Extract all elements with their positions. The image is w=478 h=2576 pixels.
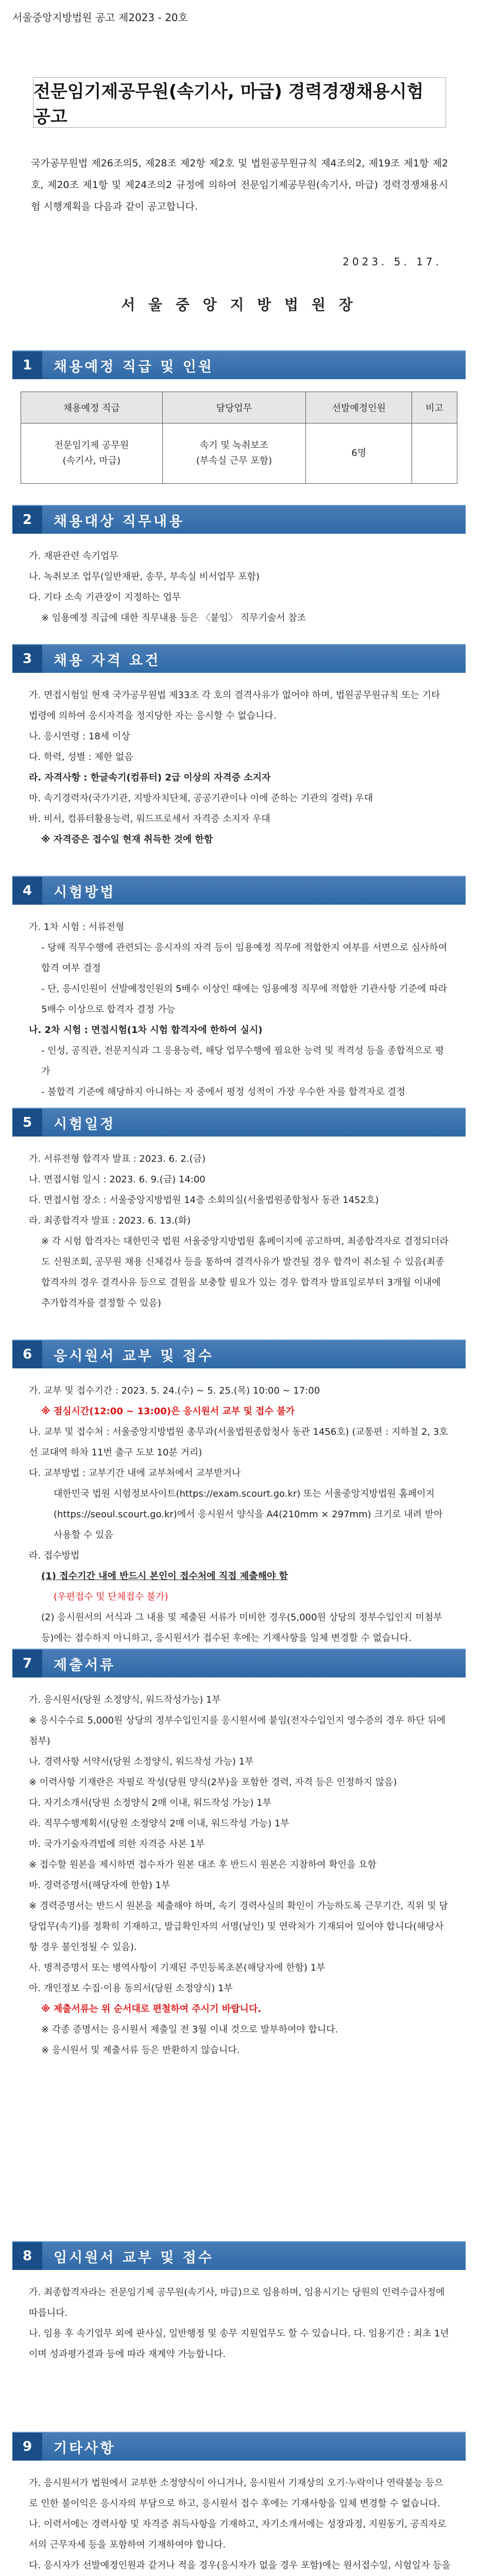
list-item: 나. 면접시험 일시 : 2023. 6. 9.(금) 14:00: [29, 1174, 206, 1185]
section-number: 5: [12, 1109, 42, 1137]
list-item: 다. 학력, 성별 : 제한 없음: [29, 752, 133, 762]
cell-duty-sub: (부속실 근무 포함): [196, 455, 272, 466]
positions-table: [21, 392, 457, 484]
list-item: 라. 최종합격자 발표 : 2023. 6. 13.(화): [29, 1215, 191, 1226]
section-number: 8: [12, 2242, 42, 2270]
section-number: 2: [12, 506, 42, 534]
section-8-body: [29, 2282, 451, 2365]
cell-grade-sub: (속기사, 마급): [62, 455, 121, 466]
section-number: 1: [12, 351, 42, 379]
list-item: 가. 면접시험일 현재 국가공무원법 제33조 각 호의 결격사유가 없어야 하며, 법원공무원규칙 또는 기타 법령에 의하여 응시자격을 정지당한 자는 응시할 수 없습니다.: [29, 690, 440, 721]
announcement-date: 2023. 5. 17.: [343, 256, 442, 268]
list-item: (1) 접수기간 내에 반드시 본인이 접수처에 직접 제출해야 함: [41, 1571, 288, 1582]
list-item: - 인성, 공직관, 전문지식과 그 응용능력, 해당 업무수행에 필요한 능력 및 적격성 등을 종합적으로 평가: [41, 1045, 444, 1077]
list-item: (2) 응시원서의 서식과 그 내용 및 제출된 서류가 미비한 경우(5,000원 상당의 정부수입인지 미첨부 등)에는 접수하지 아니하고, 응시원서가 접수된 후에는 기재사항을 일체 변경할 수 없습니다.: [41, 1612, 442, 1643]
list-item: 나. 임용 후 속기업무 외에 판사실, 일반행정 및 송무 지원업무도 할 수 있습니다. 다. 임용기간 : 최초 1년이며 성과평가결과 등에 따라 재계약 가능합니다.: [29, 2328, 449, 2360]
section-header-6: [12, 1340, 466, 1368]
list-item: (우편접수 및 단체접수 불가): [54, 1591, 168, 1602]
issuer-name: 서 울 중 앙 지 방 법 원 장: [121, 296, 357, 313]
list-item: 라. 직무수행계획서(당원 소정양식 2매 이내, 워드작성 가능) 1부: [29, 1818, 289, 1829]
section-title: 기타사항: [54, 2440, 116, 2456]
section-4-body: [29, 917, 451, 1103]
list-item: 가. 1차 시험 : 서류전형: [29, 922, 125, 933]
section-number: 6: [12, 1341, 42, 1368]
section-5-body: [29, 1149, 451, 1314]
list-item: 나. 이력서에는 경력사항 및 자격증 취득사항을 기재하고, 자기소개서에는 성장과정, 지원동기, 공직자로서의 근무자세 등을 포함하여 기재하여야 합니다.: [29, 2519, 447, 2550]
section-number: 7: [12, 1650, 42, 1677]
list-item: 바. 비서, 컴퓨터활용능력, 워드프로세서 자격증 소지자 우대: [29, 814, 270, 824]
section-header-4: [12, 876, 466, 905]
list-item: 마. 국가기술자격법에 의한 자격증 사본 1부: [29, 1839, 205, 1850]
section-header-9: [12, 2432, 466, 2461]
list-item: 사. 병적증명서 또는 병역사항이 기재된 주민등록초본(해당자에 한함) 1부: [29, 1962, 326, 1973]
list-item: - 불합격 기준에 해당하지 아니하는 자 중에서 평정 성적이 가장 우수한 자를 합격자로 결정: [41, 1087, 405, 1097]
intro-paragraph: 국가공무원법 제26조의5, 제28조 제2항 제2호 및 법원공무원규칙 제4조의2, 제19조 제1항 제2호, 제20조 제1항 및 제24조의2 규정에 의하여 전문임기제공무원(속기사, 마급) 경력경쟁채용시험 시행계획을 다음과 같이 공고합니다.: [31, 158, 448, 212]
list-item: 다. 응시자가 선발예정인원과 같거나 적을 경우(응시자가 없을 경우 포함)에는 원서접수일, 시험일자 등을: [29, 2560, 451, 2571]
section-7-body: [29, 1690, 451, 2061]
list-item: 가. 교부 및 접수기간 : 2023. 5. 24.(수) ~ 5. 25.(목) 10:00 ~ 17:00: [29, 1385, 320, 1396]
list-item: 아. 개인정보 수집·이용 동의서(당원 소정양식) 1부: [29, 1983, 233, 1994]
table-header: 채용예정 직급: [21, 392, 163, 423]
table-header: 비고: [412, 392, 457, 423]
section-number: 9: [12, 2433, 42, 2461]
list-item: 나. 경력사항 서약서(당원 소정양식, 워드작성 가능) 1부: [29, 1756, 254, 1767]
table-row: [21, 423, 457, 484]
table-header: 선발예정인원: [306, 392, 412, 423]
list-item: ※ 자격증은 접수일 현재 취득한 것에 한함: [41, 834, 213, 845]
page-title: 전문임기제공무원(속기사, 마급) 경력경쟁채용시험 공고: [33, 81, 424, 127]
list-item: ※ 응시원서 및 제출서류 등은 반환하지 않습니다.: [41, 2045, 240, 2056]
list-item: 다. 교부방법 : 교부기간 내에 교부처에서 교부받거나: [29, 1468, 241, 1479]
section-6-body: [29, 1381, 451, 1649]
table-cell: [162, 423, 306, 484]
list-item: 나. 2차 시험 : 면접시험(1차 시험 합격자에 한하여 실시): [29, 1025, 263, 1036]
list-item: ※ 제출서류는 위 순서대로 편철하여 주시기 바랍니다.: [41, 2004, 262, 2014]
list-item: ※ 응시수수료 5,000원 상당의 정부수입인지를 응시원서에 붙임(전자수입인지 영수증의 경우 하단 뒤에 첨부): [29, 1715, 446, 1747]
section-header-8: [12, 2241, 466, 2270]
section-3-body: [29, 685, 451, 850]
list-item: ※ 접수할 원본을 제시하면 접수자가 원본 대조 후 반드시 원본은 지참하여 확인을 요함: [29, 1859, 377, 1870]
section-header-1: [12, 350, 466, 379]
list-item: 마. 속기경력자(국가기관, 지방자치단체, 공공기관이나 이에 준하는 기관의 경력) 우대: [29, 793, 373, 804]
list-item: 라. 자격사항 : 한글속기(컴퓨터) 2급 이상의 자격증 소지자: [29, 772, 271, 783]
table-cell: 6명: [306, 423, 412, 484]
section-header-2: [12, 505, 466, 534]
list-item: - 당해 직무수행에 관련되는 응시자의 자격 등이 임용예정 직무에 적합한지 여부를 서면으로 심사하여 합격 여부 결정: [41, 942, 448, 974]
list-item: 다. 기타 소속 기관장이 지정하는 업무: [29, 592, 181, 603]
list-item: 나. 녹취보조 업무(일반재판, 송무, 부속실 비서업무 포함): [29, 571, 260, 582]
section-title: 시험방법: [54, 884, 116, 901]
cell-duty: 속기 및 녹취보조: [199, 440, 268, 451]
section-title: 채용 자격 요건: [54, 652, 161, 669]
list-item: 대한민국 법원 시험정보사이트(https://exam.scourt.go.kr) 또는 서울중앙지방법원 홈페이지(https://seoul.scourt.go.kr)에서 응시원서 양식을 A4(210mm × 297mm) 크기로 내려 받아 사용할 수 있음: [54, 1488, 443, 1540]
section-title: 시험일정: [54, 1116, 116, 1132]
cell-grade: 전문임기제 공무원: [54, 440, 129, 451]
list-item: 라. 접수방법: [29, 1550, 80, 1561]
title-box: [33, 77, 446, 128]
list-item: 다. 자기소개서(당원 소정양식 2매 이내, 워드작성 가능) 1부: [29, 1798, 271, 1808]
section-header-3: [12, 644, 466, 673]
section-title: 응시원서 교부 및 접수: [54, 1348, 214, 1364]
list-item: 가. 재판관련 속기업무: [29, 551, 118, 562]
list-item: ※ 이력사항 기재란은 자필로 작성(당원 양식(2부)을 포함한 경력, 자격 등은 인정하지 않음): [29, 1777, 397, 1788]
section-title: 임시원서 교부 및 접수: [54, 2249, 214, 2266]
list-item: ※ 점심시간(12:00 ~ 13:00)은 응시원서 교부 및 접수 불가: [41, 1406, 295, 1417]
section-title: 제출서류: [54, 1657, 116, 1673]
list-item: 바. 경력증명서(해당자에 한함) 1부: [29, 1880, 170, 1891]
list-item: 가. 최종합격자라는 전문임기제 공무원(속기사, 마급)으로 임용하며, 임용시기는 당원의 인력수급사정에 따릅니다.: [29, 2287, 445, 2318]
header-reference: 서울중앙지방법원 공고 제2023 - 20호: [12, 11, 188, 24]
section-number: 3: [12, 645, 42, 673]
list-item: 가. 응시원서가 법원에서 교부한 소정양식이 아니거나, 응시원서 기재상의 오기·누락이나 연락불능 등으로 인한 불이익은 응시자의 부담으로 하고, 응시원서 접수 후에는 기재사항을 일체 변경할 수 없습니다.: [29, 2478, 443, 2509]
table-header: 담당업무: [162, 392, 306, 423]
table-cell: [412, 423, 457, 484]
list-item: 다. 면접시험 장소 : 서울중앙지방법원 14층 소회의실(서울법원종합청사 동관 1452호): [29, 1195, 379, 1206]
list-item: 나. 응시연령 : 18세 이상: [29, 731, 130, 742]
section-9-body: [29, 2473, 451, 2576]
list-item: ※ 경력증명서는 반드시 원본을 제출해야 하며, 속기 경력사실의 확인이 가능하도록 근무기간, 직위 및 담당업무(속기)를 정확히 기재하고, 발급확인자의 서명(날인) 및 연락처가 기재되어 있어야 합니다(해당사항 경우 불인정될 수 있음).: [29, 1901, 448, 1953]
section-title: 채용예정 직급 및 인원: [54, 359, 214, 375]
list-item: 가. 응시원서(당원 소정양식, 워드작성가능) 1부: [29, 1694, 221, 1705]
list-item: 가. 서류전형 합격자 발표 : 2023. 6. 2.(금): [29, 1154, 206, 1164]
section-header-5: [12, 1108, 466, 1137]
section-title: 채용대상 직무내용: [54, 513, 185, 530]
list-item: 나. 교부 및 접수처 : 서울중앙지방법원 총무과(서울법원종합청사 동관 1456호) (교통편 : 지하철 2, 3호선 교대역 하차 11번 출구 도보 10분 거리): [29, 1427, 448, 1458]
list-item: ※ 각 시험 합격자는 대한민국 법원 서울중앙지방법원 홈페이지에 공고하며, 최종합격자로 결정되더라도 신원조회, 공무원 채용 신체검사 등을 통하여 결격사유가 발견될 경우 합격이 취소될 수 있음(최종합격자의 경우 결격사유 등으로 결원을 보충할 필요가 있는 경우 합격자 발표일로부터 3개월 이내에 추가합격자를 결정할 수 있음): [41, 1236, 449, 1309]
section-number: 4: [12, 877, 42, 905]
table-cell: [21, 423, 163, 484]
section-header-7: [12, 1649, 466, 1677]
list-item: ※ 각종 증명서는 응시원서 제출일 전 3월 이내 것으로 발부하여야 합니다.: [41, 2024, 338, 2035]
section-2-body: [29, 546, 451, 629]
list-item: - 단, 응시인원이 선발예정인원의 5배수 이상인 때에는 임용예정 직무에 적합한 기관사항 기준에 따라 5배수 이상으로 합격자 결정 가능: [41, 984, 447, 1015]
list-item: ※ 임용예정 직급에 대한 직무내용 등은 〈붙임〉 직무기술서 참조: [41, 613, 306, 623]
